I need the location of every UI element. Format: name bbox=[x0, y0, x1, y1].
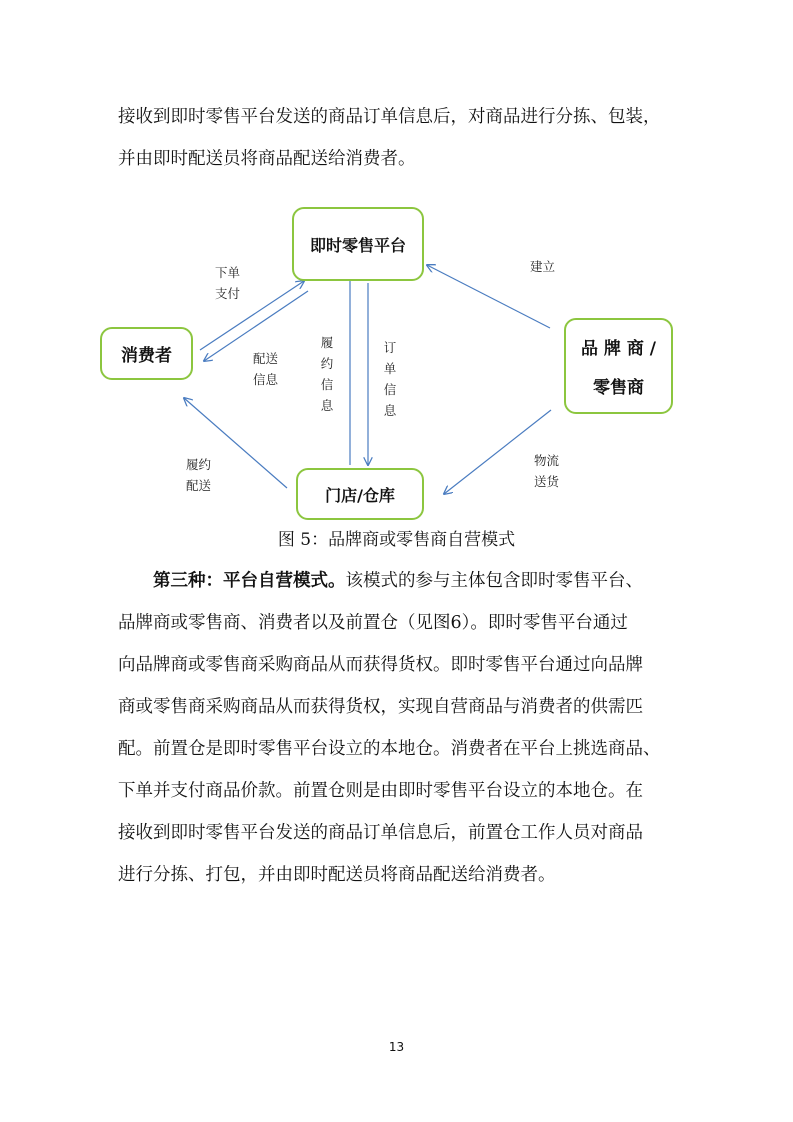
text-line: 向品牌商或零售商采购商品从而获得货权。即时零售平台通过向品牌 bbox=[118, 655, 643, 675]
label-char: 息 bbox=[383, 403, 397, 418]
third-mode-paragraph bbox=[118, 560, 678, 896]
label-line: 下单 bbox=[215, 265, 241, 280]
label-char: 信 bbox=[320, 377, 334, 392]
label-line: 物流 bbox=[534, 453, 560, 468]
label-char: 息 bbox=[320, 398, 334, 413]
label-logistics bbox=[534, 450, 559, 492]
label-line: 送货 bbox=[534, 474, 560, 489]
label-line: 配送 bbox=[186, 478, 212, 493]
paragraph-heading: 第三种：平台自营模式。 bbox=[153, 571, 346, 591]
label-char: 订 bbox=[383, 340, 397, 355]
label-fulfillment-delivery bbox=[186, 454, 211, 496]
text-line: 接收到即时零售平台发送的商品订单信息后，对商品进行分拣、包装， bbox=[118, 107, 661, 127]
label-line: 履约 bbox=[186, 457, 212, 472]
label-delivery-info bbox=[253, 348, 278, 390]
label-line: 建立 bbox=[530, 259, 556, 274]
node-label: 门店/仓库 bbox=[325, 485, 395, 505]
node-store-warehouse bbox=[296, 468, 424, 520]
label-line: 支付 bbox=[215, 286, 241, 301]
node-consumer bbox=[100, 327, 193, 380]
figure-caption: 图 5：品牌商或零售商自营模式 bbox=[277, 530, 516, 550]
label-char: 信 bbox=[383, 382, 397, 397]
text-line: 进行分拣、打包，并由即时配送员将商品配送给消费者。 bbox=[118, 865, 556, 885]
label-order-pay bbox=[215, 262, 240, 304]
node-label: 零售商 bbox=[593, 378, 644, 398]
page-number: 13 bbox=[388, 1040, 405, 1054]
node-label: 品 牌 商 / bbox=[581, 339, 656, 359]
text-span: 该模式的参与主体包含即时零售平台、 bbox=[345, 571, 643, 591]
label-line: 配送 bbox=[253, 351, 279, 366]
label-char: 单 bbox=[383, 361, 397, 376]
node-label: 即时零售平台 bbox=[309, 235, 406, 255]
label-fulfillment-info bbox=[320, 332, 334, 416]
label-char: 履 bbox=[320, 335, 334, 350]
text-line: 并由即时配送员将商品配送给消费者。 bbox=[118, 149, 416, 169]
label-order-info bbox=[383, 337, 397, 421]
node-instant-retail-platform bbox=[292, 207, 424, 281]
text-line: 品牌商或零售商、消费者以及前置仓（见图6）。即时零售平台通过 bbox=[118, 613, 628, 633]
text-line: 商或零售商采购商品从而获得货权，实现自营商品与消费者的供需匹 bbox=[118, 697, 643, 717]
label-establish bbox=[530, 256, 555, 277]
text-line bbox=[118, 560, 678, 602]
label-line: 信息 bbox=[253, 372, 279, 387]
node-label: 消费者 bbox=[121, 346, 172, 366]
text-line: 配。前置仓是即时零售平台设立的本地仓。消费者在平台上挑选商品、 bbox=[118, 739, 661, 759]
label-char: 约 bbox=[320, 356, 334, 371]
text-line: 接收到即时零售平台发送的商品订单信息后，前置仓工作人员对商品 bbox=[118, 823, 643, 843]
text-line: 下单并支付商品价款。前置仓则是由即时零售平台设立的本地仓。在 bbox=[118, 781, 643, 801]
node-brand-retailer bbox=[564, 318, 673, 414]
